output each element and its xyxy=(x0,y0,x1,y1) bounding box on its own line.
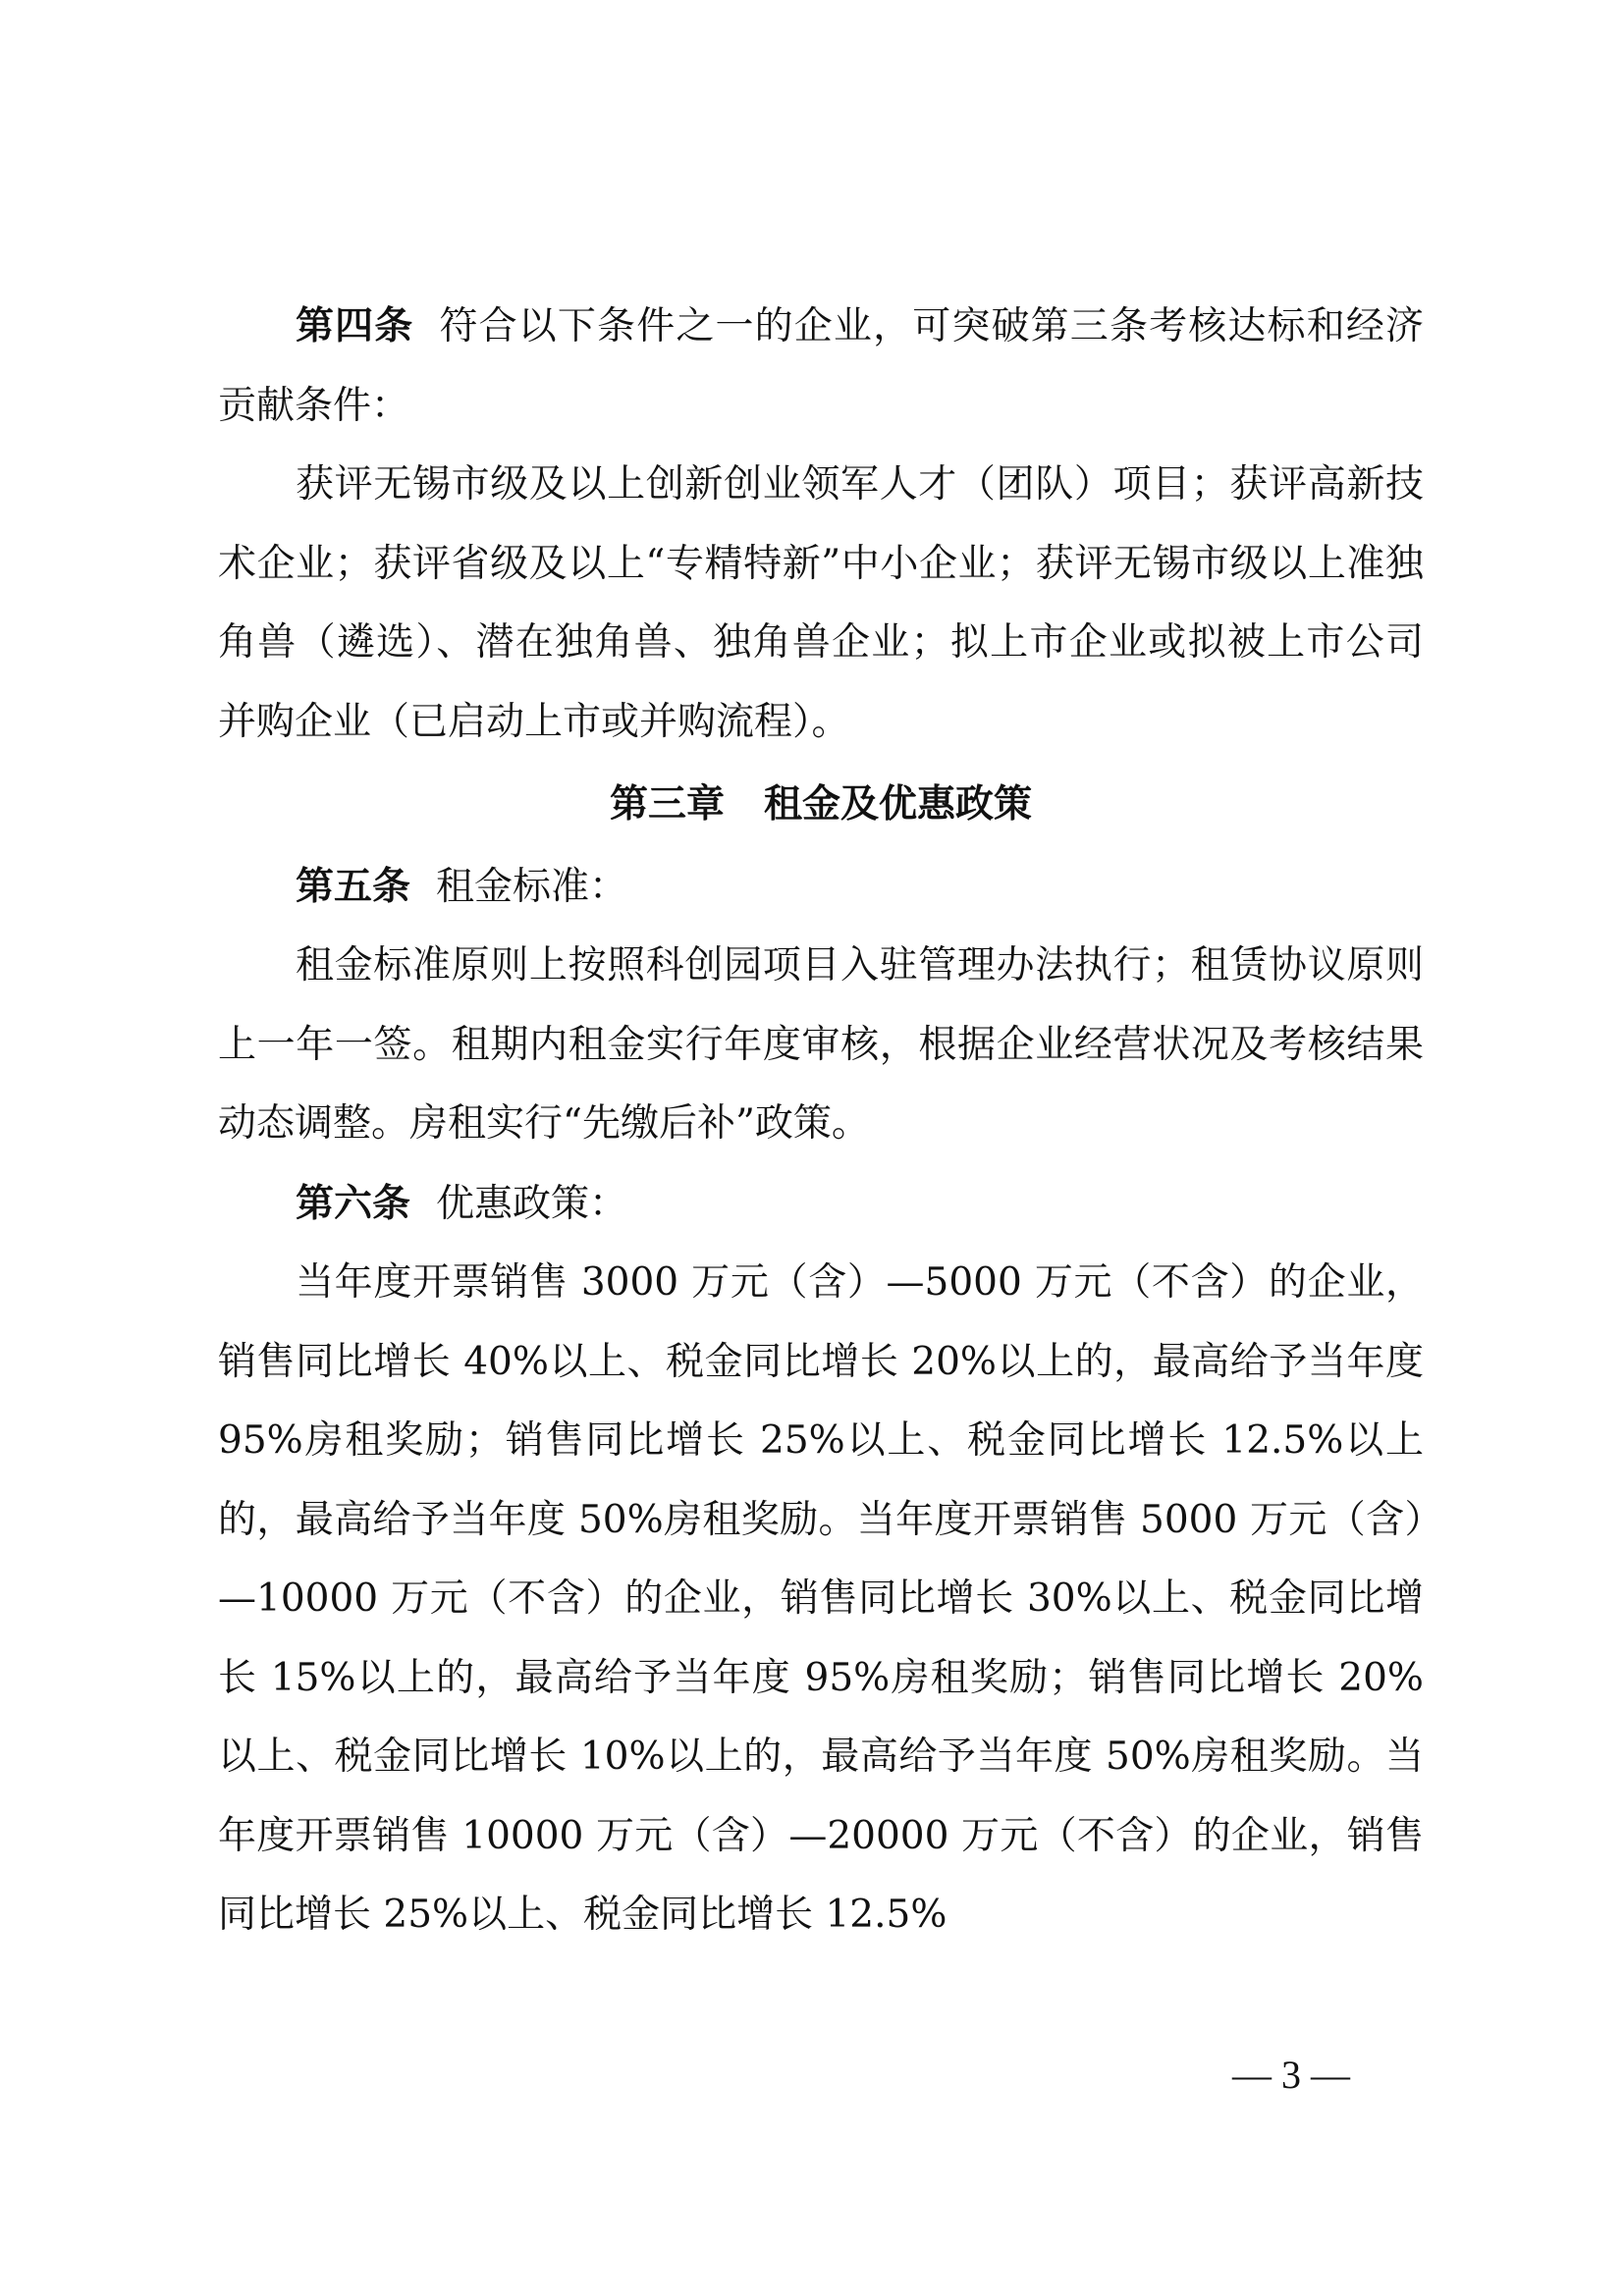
article-6 xyxy=(218,1164,1424,1245)
page-number: — 3 — xyxy=(1232,2053,1350,2097)
article-5-body: 租金标准原则上按照科创园项目入驻管理办法执行；租赁协议原则上一年一签。租期内租金实行年度审核，根据企业经营状况及考核结果动态调整。房租实行“先缴后补”政策。 xyxy=(218,943,1424,1146)
article-5 xyxy=(218,847,1424,928)
article-5-label: 第五条 xyxy=(296,863,411,909)
article-4 xyxy=(218,287,1424,446)
document-page xyxy=(218,287,1424,1955)
article-4-text: 符合以下条件之一的企业，可突破第三条考核达标和经济贡献条件： xyxy=(218,304,1424,428)
chapter-heading xyxy=(218,762,1424,847)
chapter-number: 第三章 xyxy=(609,781,725,827)
article-6-body: 当年度开票销售 3000 万元（含）—5000 万元（不含）的企业，销售同比增长 40%以上、税金同比增长 20%以上的，最高给予当年度 95%房租奖励；销售同比增长 25%以上、税金同比增长 12.5%以上的，最高给予当年度 50%房租奖励。当年度开票销售 5000 万元（含）—10000 万元（不含）的企业，销售同比增长 30%以上、税金同比增长 15%以上的，最高给予当年度 95%房租奖励；销售同比增长 20%以上、税金同比增长 10%以上的，最高给予当年度 50%房租奖励。当年度开票销售 10000 万元（含）—20000 万元（不含）的企业，销售同比增长 25%以上、税金同比增长 12.5% xyxy=(218,1260,1424,1937)
article-6-label: 第六条 xyxy=(296,1180,411,1226)
chapter-title: 租金及优惠政策 xyxy=(764,781,1033,827)
article-5-text: 租金标准： xyxy=(436,864,628,909)
article-6-text: 优惠政策： xyxy=(436,1181,628,1226)
article-4-label: 第四条 xyxy=(296,303,414,348)
article-4-body: 获评无锡市级及以上创新创业领军人才（团队）项目；获评高新技术企业；获评省级及以上“专精特新”中小企业；获评无锡市级以上准独角兽（遴选）、潜在独角兽、独角兽企业；拟上市企业或拟被上市公司并购企业（已启动上市或并购流程）。 xyxy=(218,462,1424,744)
